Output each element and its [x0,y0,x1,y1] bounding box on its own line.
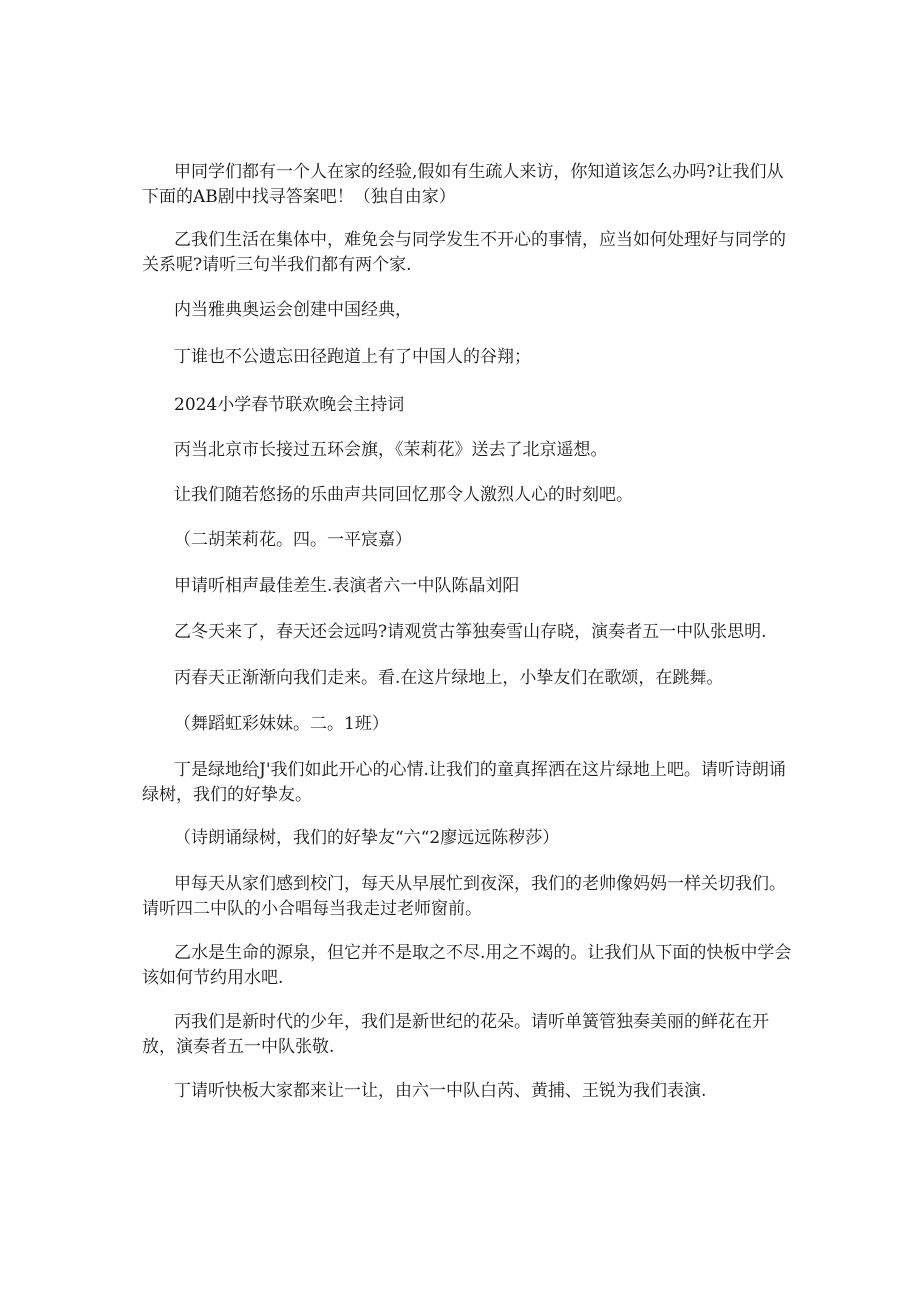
paragraph-8: （二胡茉莉花。四。一平宸嘉） [174,530,412,550]
paragraph-2: 乙我们生活在集体中，难免会与同学发生不开心的事情，应当如何处理好与同学的关系呢?请听三句半我们都有两个家. [142,230,786,275]
paragraph-6: 丙当北京市长接过五环会旗，《茉莉花》送去了北京遥想。 [174,440,608,460]
paragraph-1: 甲同学们都有一个人在家的经验,假如有生疏人来访，你知道该怎么办吗?让我们从下面的AB剧中找寻答案吧！（独自由家） [142,162,784,207]
paragraph-4: 丁谁也不公遗忘田径跑道上有了中国人的谷翔； [174,347,531,367]
paragraph-14: （诗朗诵绿树，我们的好挚友“六“2廖远远陈秽莎） [174,828,560,848]
paragraph-11: 丙春天正渐渐向我们走来。看.在这片绿地上，小挚友们在歌颂，在跳舞。 [174,668,724,688]
paragraph-3: 内当雅典奥运会创建中国经典， [174,300,412,320]
paragraph-7: 让我们随若悠扬的乐曲声共同回忆那令人激烈人心的时刻吧。 [174,485,633,505]
paragraph-10: 乙冬天来了，春天还会远吗?请观赏古筝独奏雪山存晓，演奏者五一中队张思明. [174,622,767,642]
paragraph-18: 丁请听快板大家都来让一让，由六一中队白芮、黄捕、王锐为我们表演. [174,1081,707,1101]
paragraph-12: （舞蹈虹彩妹妹。二。1班） [174,714,389,734]
paragraph-13: 丁是绿地给J'我们如此开心的心情.让我们的童真挥洒在这片绿地上吧。请听诗朗诵绿树，我们的好挚友。 [142,760,786,805]
paragraph-9: 甲请听相声最佳差生.表演者六一中队陈晶刘阳 [174,576,520,596]
heading-title: 2024小学春节联欢晚会主持词 [174,395,405,415]
paragraph-17: 丙我们是新时代的少年，我们是新世纪的花朵。请听单簧管独奏美丽的鲜花在开放，演奏者五一中队张敬. [142,1012,769,1057]
paragraph-15: 甲每天从家们感到校门，每天从早展忙到夜深，我们的老帅像妈妈一样关切我们。请听四二中队的小合唱每当我走过老师窗前。 [142,874,786,919]
paragraph-16: 乙水是生命的源泉，但它并不是取之不尽.用之不竭的。让我们从下面的快板中学会该如何节约用水吧. [142,943,792,988]
